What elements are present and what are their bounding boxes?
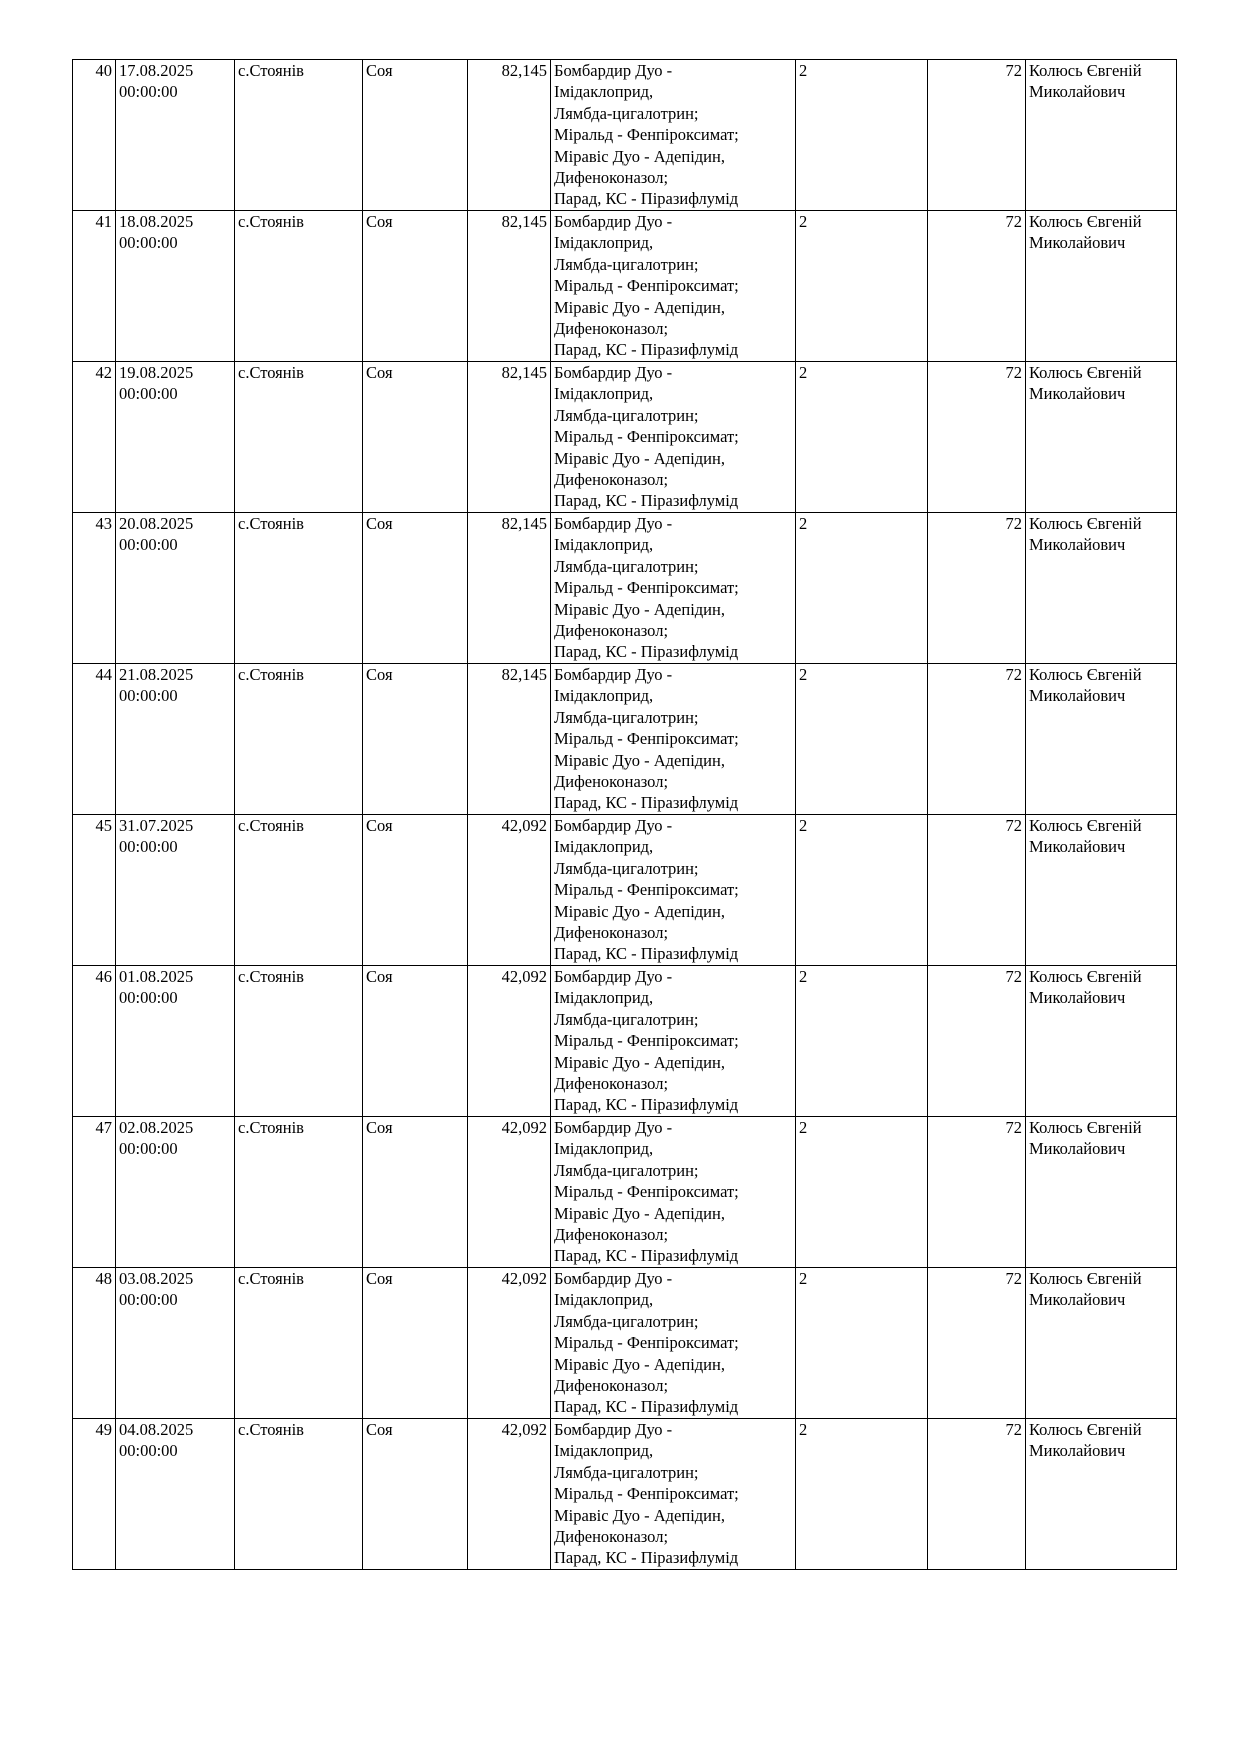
product-line: Бомбардир Дуо - <box>554 1420 673 1439</box>
person-patronymic: Миколайович <box>1029 233 1126 253</box>
date-cell <box>116 60 235 211</box>
village-cell <box>235 362 363 513</box>
treatment-records-table <box>72 59 1177 1570</box>
row-number: 44 <box>95 665 112 684</box>
row-number-cell <box>73 1268 116 1419</box>
village-name: с.Стоянів <box>238 1269 304 1288</box>
class-value: 2 <box>799 212 808 231</box>
table-row <box>73 211 1177 362</box>
product-line: Міральд - Фенпіроксимат; <box>554 1484 739 1504</box>
table-row <box>73 966 1177 1117</box>
date-cell <box>116 664 235 815</box>
person-surname: Колюсь Євгеній <box>1029 1118 1142 1137</box>
crop-cell <box>363 1268 468 1419</box>
responsible-person-cell <box>1026 1117 1177 1268</box>
products-cell <box>551 513 796 664</box>
treatment-date: 19.08.2025 <box>119 363 194 382</box>
product-line: Дифеноконазол; <box>554 1376 669 1396</box>
class-value: 2 <box>799 967 808 986</box>
table-row <box>73 60 1177 211</box>
crop-name: Соя <box>366 1420 393 1439</box>
product-line: Міральд - Фенпіроксимат; <box>554 880 739 900</box>
product-line: Парад, КС - Піразифлумід <box>554 340 739 360</box>
product-line: Міральд - Фенпіроксимат; <box>554 1031 739 1051</box>
row-number: 42 <box>95 363 112 382</box>
area-value: 42,092 <box>501 1118 547 1137</box>
products-cell <box>551 1117 796 1268</box>
hours-value: 72 <box>1005 1269 1022 1288</box>
class-value: 2 <box>799 61 808 80</box>
table-row <box>73 513 1177 664</box>
treatment-time: 00:00:00 <box>119 1441 178 1461</box>
hours-cell <box>928 60 1026 211</box>
hours-value: 72 <box>1005 363 1022 382</box>
area-cell <box>468 815 551 966</box>
product-line: Лямбда-цигалотрин; <box>554 405 699 425</box>
product-line: Дифеноконазол; <box>554 1225 669 1245</box>
village-name: с.Стоянів <box>238 514 304 533</box>
products-cell <box>551 966 796 1117</box>
crop-name: Соя <box>366 967 393 986</box>
class-value: 2 <box>799 514 808 533</box>
hours-value: 72 <box>1005 967 1022 986</box>
products-cell <box>551 1268 796 1419</box>
crop-name: Соя <box>366 212 393 231</box>
row-number-cell <box>73 513 116 664</box>
person-patronymic: Миколайович <box>1029 837 1126 857</box>
table-row <box>73 1419 1177 1570</box>
table-row <box>73 815 1177 966</box>
product-line: Дифеноконазол; <box>554 621 669 641</box>
responsible-person-cell <box>1026 362 1177 513</box>
village-cell <box>235 1419 363 1570</box>
person-patronymic: Миколайович <box>1029 1139 1126 1159</box>
village-cell <box>235 1117 363 1268</box>
product-line: Імідаклоприд, <box>554 837 654 857</box>
person-surname: Колюсь Євгеній <box>1029 514 1142 533</box>
class-value: 2 <box>799 1269 808 1288</box>
person-surname: Колюсь Євгеній <box>1029 1420 1142 1439</box>
treatment-date: 20.08.2025 <box>119 514 194 533</box>
area-value: 42,092 <box>501 1269 547 1288</box>
area-value: 82,145 <box>501 363 547 382</box>
person-surname: Колюсь Євгеній <box>1029 967 1142 986</box>
treatment-time: 00:00:00 <box>119 1139 178 1159</box>
area-cell <box>468 513 551 664</box>
product-line: Бомбардир Дуо - <box>554 61 673 80</box>
village-cell <box>235 513 363 664</box>
products-cell <box>551 362 796 513</box>
date-cell <box>116 1117 235 1268</box>
product-line: Міравіс Дуо - Адепідин, <box>554 448 725 468</box>
product-line: Міравіс Дуо - Адепідин, <box>554 297 725 317</box>
product-line: Лямбда-цигалотрин; <box>554 254 699 274</box>
date-cell <box>116 815 235 966</box>
village-name: с.Стоянів <box>238 816 304 835</box>
crop-cell <box>363 815 468 966</box>
village-name: с.Стоянів <box>238 363 304 382</box>
product-line: Дифеноконазол; <box>554 923 669 943</box>
row-number-cell <box>73 60 116 211</box>
treatment-date: 04.08.2025 <box>119 1420 194 1439</box>
row-number: 46 <box>95 967 112 986</box>
product-line: Парад, КС - Піразифлумід <box>554 944 739 964</box>
treatment-time: 00:00:00 <box>119 384 178 404</box>
person-patronymic: Миколайович <box>1029 988 1126 1008</box>
product-line: Міравіс Дуо - Адепідин, <box>554 1052 725 1072</box>
table-body <box>73 60 1177 1570</box>
product-line: Бомбардир Дуо - <box>554 816 673 835</box>
product-line: Міральд - Фенпіроксимат; <box>554 729 739 749</box>
area-value: 42,092 <box>501 1420 547 1439</box>
responsible-person-cell <box>1026 513 1177 664</box>
product-line: Парад, КС - Піразифлумід <box>554 642 739 662</box>
class-cell <box>796 362 928 513</box>
product-line: Парад, КС - Піразифлумід <box>554 1397 739 1417</box>
product-line: Міральд - Фенпіроксимат; <box>554 578 739 598</box>
village-cell <box>235 966 363 1117</box>
product-line: Бомбардир Дуо - <box>554 1118 673 1137</box>
class-value: 2 <box>799 1420 808 1439</box>
product-line: Лямбда-цигалотрин; <box>554 1311 699 1331</box>
product-line: Міральд - Фенпіроксимат; <box>554 125 739 145</box>
product-line: Дифеноконазол; <box>554 772 669 792</box>
product-line: Міральд - Фенпіроксимат; <box>554 276 739 296</box>
treatment-date: 02.08.2025 <box>119 1118 194 1137</box>
crop-cell <box>363 211 468 362</box>
treatment-time: 00:00:00 <box>119 686 178 706</box>
product-line: Імідаклоприд, <box>554 535 654 555</box>
row-number-cell <box>73 664 116 815</box>
class-value: 2 <box>799 665 808 684</box>
crop-name: Соя <box>366 665 393 684</box>
product-line: Парад, КС - Піразифлумід <box>554 189 739 209</box>
hours-value: 72 <box>1005 665 1022 684</box>
hours-cell <box>928 1419 1026 1570</box>
product-line: Імідаклоприд, <box>554 988 654 1008</box>
treatment-time: 00:00:00 <box>119 1290 178 1310</box>
product-line: Парад, КС - Піразифлумід <box>554 1095 739 1115</box>
product-line: Дифеноконазол; <box>554 319 669 339</box>
person-patronymic: Миколайович <box>1029 1290 1126 1310</box>
product-line: Імідаклоприд, <box>554 384 654 404</box>
hours-cell <box>928 664 1026 815</box>
products-cell <box>551 815 796 966</box>
product-line: Імідаклоприд, <box>554 686 654 706</box>
hours-cell <box>928 815 1026 966</box>
responsible-person-cell <box>1026 1268 1177 1419</box>
person-surname: Колюсь Євгеній <box>1029 665 1142 684</box>
product-line: Міравіс Дуо - Адепідин, <box>554 1505 725 1525</box>
village-name: с.Стоянів <box>238 1420 304 1439</box>
village-name: с.Стоянів <box>238 665 304 684</box>
village-name: с.Стоянів <box>238 1118 304 1137</box>
person-surname: Колюсь Євгеній <box>1029 816 1142 835</box>
area-value: 82,145 <box>501 665 547 684</box>
hours-value: 72 <box>1005 1420 1022 1439</box>
crop-cell <box>363 362 468 513</box>
hours-cell <box>928 1268 1026 1419</box>
row-number-cell <box>73 1117 116 1268</box>
products-cell <box>551 664 796 815</box>
table-row <box>73 1268 1177 1419</box>
village-cell <box>235 211 363 362</box>
product-line: Лямбда-цигалотрин; <box>554 1160 699 1180</box>
hours-value: 72 <box>1005 816 1022 835</box>
class-cell <box>796 1268 928 1419</box>
product-line: Парад, КС - Піразифлумід <box>554 1548 739 1568</box>
treatment-time: 00:00:00 <box>119 535 178 555</box>
product-line: Міравіс Дуо - Адепідин, <box>554 901 725 921</box>
village-name: с.Стоянів <box>238 61 304 80</box>
crop-cell <box>363 966 468 1117</box>
treatment-time: 00:00:00 <box>119 82 178 102</box>
treatment-time: 00:00:00 <box>119 233 178 253</box>
area-cell <box>468 1117 551 1268</box>
product-line: Імідаклоприд, <box>554 82 654 102</box>
product-line: Лямбда-цигалотрин; <box>554 707 699 727</box>
treatment-time: 00:00:00 <box>119 988 178 1008</box>
row-number: 43 <box>95 514 112 533</box>
treatment-date: 17.08.2025 <box>119 61 194 80</box>
row-number: 45 <box>95 816 112 835</box>
hours-cell <box>928 513 1026 664</box>
hours-cell <box>928 211 1026 362</box>
crop-cell <box>363 513 468 664</box>
area-cell <box>468 60 551 211</box>
village-cell <box>235 1268 363 1419</box>
area-value: 82,145 <box>501 61 547 80</box>
row-number: 40 <box>95 61 112 80</box>
product-line: Бомбардир Дуо - <box>554 212 673 231</box>
product-line: Міравіс Дуо - Адепідин, <box>554 146 725 166</box>
product-line: Міравіс Дуо - Адепідин, <box>554 599 725 619</box>
table-row <box>73 664 1177 815</box>
area-cell <box>468 966 551 1117</box>
product-line: Лямбда-цигалотрин; <box>554 858 699 878</box>
table-row <box>73 362 1177 513</box>
row-number: 49 <box>95 1420 112 1439</box>
product-line: Імідаклоприд, <box>554 233 654 253</box>
village-cell <box>235 815 363 966</box>
treatment-date: 18.08.2025 <box>119 212 194 231</box>
crop-name: Соя <box>366 363 393 382</box>
hours-value: 72 <box>1005 1118 1022 1137</box>
product-line: Дифеноконазол; <box>554 470 669 490</box>
area-cell <box>468 664 551 815</box>
crop-cell <box>363 1419 468 1570</box>
product-line: Міравіс Дуо - Адепідин, <box>554 1354 725 1374</box>
product-line: Дифеноконазол; <box>554 1527 669 1547</box>
class-cell <box>796 966 928 1117</box>
village-cell <box>235 60 363 211</box>
hours-cell <box>928 1117 1026 1268</box>
responsible-person-cell <box>1026 815 1177 966</box>
crop-name: Соя <box>366 61 393 80</box>
row-number-cell <box>73 1419 116 1570</box>
row-number-cell <box>73 362 116 513</box>
class-cell <box>796 664 928 815</box>
class-cell <box>796 513 928 664</box>
product-line: Міравіс Дуо - Адепідин, <box>554 1203 725 1223</box>
treatment-time: 00:00:00 <box>119 837 178 857</box>
treatment-date: 01.08.2025 <box>119 967 194 986</box>
person-patronymic: Миколайович <box>1029 82 1126 102</box>
person-patronymic: Миколайович <box>1029 384 1126 404</box>
responsible-person-cell <box>1026 60 1177 211</box>
hours-cell <box>928 362 1026 513</box>
product-line: Бомбардир Дуо - <box>554 967 673 986</box>
product-line: Міральд - Фенпіроксимат; <box>554 1182 739 1202</box>
class-value: 2 <box>799 816 808 835</box>
village-cell <box>235 664 363 815</box>
date-cell <box>116 362 235 513</box>
row-number: 47 <box>95 1118 112 1137</box>
person-patronymic: Миколайович <box>1029 1441 1126 1461</box>
row-number-cell <box>73 966 116 1117</box>
product-line: Лямбда-цигалотрин; <box>554 1009 699 1029</box>
responsible-person-cell <box>1026 664 1177 815</box>
products-cell <box>551 1419 796 1570</box>
area-cell <box>468 362 551 513</box>
crop-cell <box>363 60 468 211</box>
crop-name: Соя <box>366 1118 393 1137</box>
hours-value: 72 <box>1005 514 1022 533</box>
product-line: Лямбда-цигалотрин; <box>554 103 699 123</box>
product-line: Парад, КС - Піразифлумід <box>554 491 739 511</box>
person-surname: Колюсь Євгеній <box>1029 61 1142 80</box>
person-surname: Колюсь Євгеній <box>1029 363 1142 382</box>
product-line: Дифеноконазол; <box>554 1074 669 1094</box>
row-number: 48 <box>95 1269 112 1288</box>
treatment-date: 03.08.2025 <box>119 1269 194 1288</box>
date-cell <box>116 966 235 1117</box>
responsible-person-cell <box>1026 966 1177 1117</box>
product-line: Імідаклоприд, <box>554 1290 654 1310</box>
crop-name: Соя <box>366 816 393 835</box>
village-name: с.Стоянів <box>238 212 304 231</box>
class-value: 2 <box>799 1118 808 1137</box>
row-number-cell <box>73 815 116 966</box>
table-row <box>73 1117 1177 1268</box>
area-value: 42,092 <box>501 816 547 835</box>
treatment-date: 21.08.2025 <box>119 665 194 684</box>
class-cell <box>796 60 928 211</box>
hours-value: 72 <box>1005 61 1022 80</box>
area-cell <box>468 211 551 362</box>
product-line: Міральд - Фенпіроксимат; <box>554 427 739 447</box>
date-cell <box>116 1419 235 1570</box>
date-cell <box>116 513 235 664</box>
area-value: 42,092 <box>501 967 547 986</box>
product-line: Лямбда-цигалотрин; <box>554 1462 699 1482</box>
area-cell <box>468 1419 551 1570</box>
person-patronymic: Миколайович <box>1029 535 1126 555</box>
class-cell <box>796 211 928 362</box>
product-line: Міравіс Дуо - Адепідин, <box>554 750 725 770</box>
area-cell <box>468 1268 551 1419</box>
area-value: 82,145 <box>501 514 547 533</box>
crop-cell <box>363 664 468 815</box>
product-line: Бомбардир Дуо - <box>554 1269 673 1288</box>
village-name: с.Стоянів <box>238 967 304 986</box>
hours-value: 72 <box>1005 212 1022 231</box>
class-cell <box>796 1117 928 1268</box>
responsible-person-cell <box>1026 1419 1177 1570</box>
person-patronymic: Миколайович <box>1029 686 1126 706</box>
products-cell <box>551 60 796 211</box>
class-cell <box>796 815 928 966</box>
product-line: Бомбардир Дуо - <box>554 665 673 684</box>
product-line: Лямбда-цигалотрин; <box>554 556 699 576</box>
treatment-date: 31.07.2025 <box>119 816 194 835</box>
date-cell <box>116 211 235 362</box>
product-line: Бомбардир Дуо - <box>554 363 673 382</box>
area-value: 82,145 <box>501 212 547 231</box>
date-cell <box>116 1268 235 1419</box>
crop-name: Соя <box>366 514 393 533</box>
product-line: Міральд - Фенпіроксимат; <box>554 1333 739 1353</box>
person-surname: Колюсь Євгеній <box>1029 1269 1142 1288</box>
product-line: Імідаклоприд, <box>554 1139 654 1159</box>
product-line: Дифеноконазол; <box>554 168 669 188</box>
product-line: Парад, КС - Піразифлумід <box>554 793 739 813</box>
class-value: 2 <box>799 363 808 382</box>
product-line: Бомбардир Дуо - <box>554 514 673 533</box>
product-line: Парад, КС - Піразифлумід <box>554 1246 739 1266</box>
row-number: 41 <box>95 212 112 231</box>
row-number-cell <box>73 211 116 362</box>
crop-name: Соя <box>366 1269 393 1288</box>
hours-cell <box>928 966 1026 1117</box>
crop-cell <box>363 1117 468 1268</box>
person-surname: Колюсь Євгеній <box>1029 212 1142 231</box>
class-cell <box>796 1419 928 1570</box>
product-line: Імідаклоприд, <box>554 1441 654 1461</box>
products-cell <box>551 211 796 362</box>
responsible-person-cell <box>1026 211 1177 362</box>
